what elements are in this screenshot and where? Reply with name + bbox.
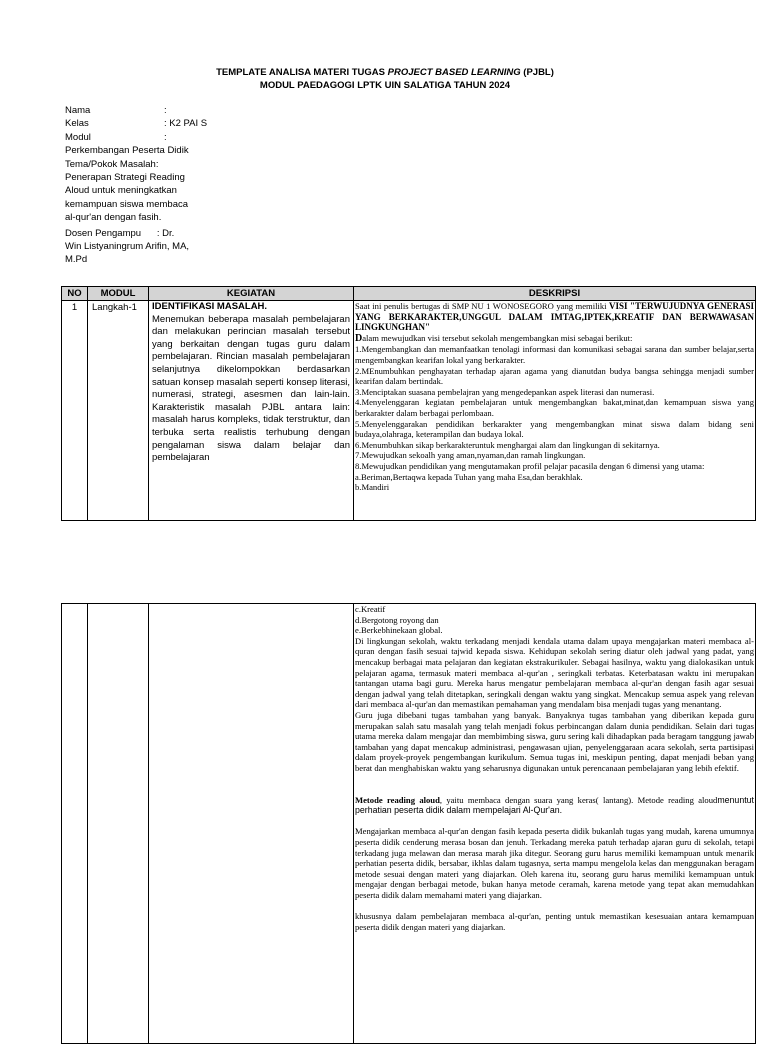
table-row <box>62 604 756 1044</box>
title-line-1: TEMPLATE ANALISA MATERI TUGAS PROJECT BASED LEARNING (PJBL) <box>216 67 554 78</box>
misi-item: 5.Menyelenggarakan pendidikan berkarakter yang mengembangkan minat siswa dalam bidang seni budaya,olahraga, keterampilan dan budaya lokal. <box>355 418 754 440</box>
row-number-empty <box>62 604 88 1044</box>
misi-item: 8.Mewujudkan pendidikan yang mengutamakan profil pelajar pacasila dengan 6 dimensi yang utama: <box>355 460 705 471</box>
row-modul-empty <box>88 604 149 1044</box>
dosen-line: Dosen Pengampu : Dr. <box>65 227 175 239</box>
misi-item: 1.Mengembangkan dan memanfaatkan tenolagi informasi dan komunikasi sebagai sarana dan sumber belajar,serta mengembangkan kearifan lokal yang berkarakter. <box>355 344 754 365</box>
dimensi-item: e.Berkebhinekaan global. <box>355 625 443 636</box>
kegiatan-text: Menemukan beberapa masalah pembelajaran dan melakukan perincian masalah tersebut yang berkaitan dengan tugas guru dalam pembelajaran. Rincian masalah pembelajaran selanjutnya dikelompokkan berdasarkan satuan konsep masalah seperti konsep literasi, numerasi, strategi, asesmen dan lain-lain. Karakteristik masalah PJBL antara lain: masalah harus kompleks, tidak terstruktur, dan terbuka serta realistis terhubung dengan pengalaman siswa dalam belajar dan pembelajaran <box>152 313 350 464</box>
row-kegiatan-empty <box>149 604 354 1044</box>
misi-item: 2.MEnumbuhkan penghayatan terhadap ajaran agama yang dianutdan budya bangsa sehingga menjadi sumber kearifan dalam bertindak. <box>355 365 754 387</box>
modul-row: Modul : <box>65 131 167 143</box>
tema-line: Tema/Pokok Masalah: <box>65 158 159 170</box>
paragraph-waktu: Di lingkungan sekolah, waktu terkadang menjadi kendala utama dalam upaya mengajarkan materi membaca al-quran dengan fasih sesuai tajwid kepada siswa. Kehidupan sekolah sering diatur oleh jadwal yang padat, yang mencakup berbagai mata pelajaran dan kegiatan ekstrakurikuler. Sebagai hasilnya, waktu yang dialokasikan untuk pelajaran agama, termasuk materi membaca al-qur'an , seringkali terbatas. Keterbatasan waktu ini merupakan tantangan utama bagi guru. Mereka harus mengatur pembelajaran membaca al-qur'an dengan fasih agar sesuai dengan jadwal yang telah ditetapkan, seringkali dengan waktu yang singkat. Mencakup semua aspek yang relevan dari membaca al-qur'an dan memastikan pemahaman yang mendalam bisa menjadi tugas yang menantang. <box>355 635 754 710</box>
paragraph-metode: Metode reading aloud, yaitu membaca dengan suara yang keras( lantang). Metode reading aloudmenuntut perhatian peserta didik dalam mempelajari Al-Qur'an. <box>355 794 754 816</box>
table-row <box>62 301 756 521</box>
kegiatan-heading: IDENTIFIKASI MASALAH. <box>152 301 268 312</box>
dosen-line: M.Pd <box>65 254 88 266</box>
title-line-2: MODUL PAEDAGOGI LPTK UIN SALATIGA TAHUN 2024 <box>259 80 511 91</box>
dimensi-item: d.Bergotong royong dan <box>355 614 439 625</box>
analysis-table-page2 <box>61 603 756 1044</box>
misi-item: 3.Menciptakan suasana pembelajran yang mengedepankan aspek literasi dan numerasi. <box>355 386 655 397</box>
header-kegiatan: KEGIATAN <box>149 287 354 301</box>
tema-line: Penerapan Strategi Reading <box>65 172 185 184</box>
tema-line: kemampuan siswa membaca <box>65 198 189 210</box>
kelas-row: Kelas : K2 PAI S <box>65 118 208 130</box>
header-no: NO <box>62 287 88 301</box>
document-title <box>60 66 710 92</box>
visi-paragraph: Saat ini penulis bertugas di SMP NU 1 WONOSEGORO yang memiliki VISI "TERWUJUDNYA GENERASI YANG BERKARAKTER,UNGGUL DALAM IMTAG,IPTEK,KREATIF DAN BERWAWASAN LINGKUNGHAN" <box>355 301 755 333</box>
modul-text: Perkembangan Peserta Didik <box>65 145 189 157</box>
dosen-line: Win Listyaningrum Arifin, MA, <box>65 241 190 253</box>
misi-item: 4.Menyelenggaran kegiatan pembelajaran untuk mengembangkan bakat,minat,dan kemampuan siswa yang berkarakter dalam berbagai perlombaan. <box>355 397 754 418</box>
table-header-row <box>62 287 756 301</box>
tema-line: al-qur'an dengan fasih. <box>65 212 162 224</box>
row-kegiatan <box>149 301 354 521</box>
row-modul: Langkah-1 <box>88 301 149 521</box>
paragraph-mengajarkan: Mengajarkan membaca al-qur'an dengan fasih kepada peserta didik bukanlah tugas yang mudah, karena umumnya peserta didik cenderung merasa bosan dan jenuh. Terkadang mereka patuh terhadap ajaran guru di sekolah, tetapi terkadang juga melawan dan merasa marah jika ditegur. Seorang guru harus memiliki kemampuan untuk menarik perhatian peserta didik, bersabar, ikhlas dalam tugasnya, serta mampu mengelola kelas dan menggunakan beragam metode sesuai dengan materi yang diajarkan. Oleh karena itu, seorang guru harus memiliki kemampuan untuk mengajar dengan berbagai metode, bukan hanya metode ceramah, karena metode yang tepat akan memudahkan peserta didik dalam memahami materi yang diajarkan. <box>355 826 754 901</box>
dimensi-item: a.Beriman,Bertaqwa kepada Tuhan yang maha Esa,dan berakhlak. <box>355 471 583 482</box>
misi-intro: Dalam mewujudkan visi tersebut sekolah mengembangkan misi sebagai berikut: <box>355 332 633 344</box>
header-modul: MODUL <box>88 287 149 301</box>
nama-row: Nama : <box>65 105 167 116</box>
paragraph-khususnya: khususnya dalam pembelajaran membaca al-qur'an, penting untuk memastikan kesesuaian antara kemampuan peserta didik dengan materi yang diajarkan. <box>355 911 754 932</box>
dimensi-item: b.Mandiri <box>355 482 390 493</box>
analysis-table-page1 <box>61 286 756 521</box>
misi-item: 6.Menumbuhkan sikap berkarakteruntuk menghargai alam dan lingkungan di sekitarnya. <box>355 439 660 450</box>
misi-item: 7.Mewujudkan sekoalh yang aman,nyaman,dan ramah lingkungan. <box>355 450 586 461</box>
row-deskripsi-continued <box>354 604 756 1044</box>
paragraph-tugas-tambahan: Guru juga dibebani tugas tambahan yang banyak. Banyaknya tugas tambahan yang diberikan kepada guru merupakan salah satu masalah yang telah menjadi fokus perbincangan dalam dunia pendidikan. Selain dari tugas utama mereka dalam mengajar dan membimbing siswa, guru sering kali dihadapkan pada beragam tanggung jawab tambahan yang dapat mencakup administrasi, pengawasan ujian, penyelenggaraan acara sekolah, serta partisipasi dalam proyek-proyek pengembangan kurikulum. Semua tugas ini, meskipun penting, dapat menjadi beban yang berat dan menghabiskan waktu yang seharusnya digunakan untuk perencanaan pembelajaran yang lebih efektif. <box>355 709 754 773</box>
header-deskripsi: DESKRIPSI <box>354 287 756 301</box>
dimensi-item: c.Kreatif <box>355 604 386 614</box>
identity-block <box>65 104 215 267</box>
tema-line: Aloud untuk meningkatkan <box>65 185 177 197</box>
row-deskripsi <box>354 301 756 521</box>
row-number: 1 <box>62 301 88 521</box>
